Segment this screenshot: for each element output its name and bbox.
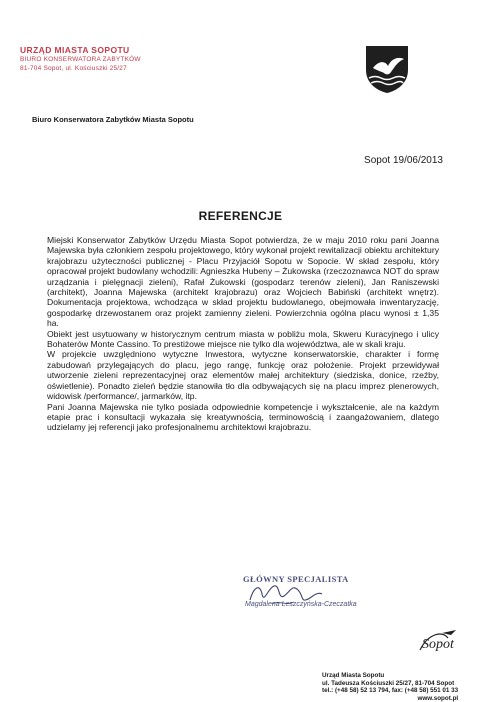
footer-phone: tel.: (+48 58) 52 13 794, fax: (+48 58) 551 01 33	[322, 687, 459, 695]
footer-address: ul. Tadeusza Kościuszki 25/27, 81-704 Sopot	[322, 679, 455, 687]
paragraph: W projekcie uwzględniono wytyczne Inwestora, wytyczne konserwatorskie, charakter i formę zabudowań przylegających do placu, jego rangę, funkcję oraz położenie. Projekt przewidywał utworzenie zieleni reprezentacyjnej oraz elementów małej architektury (siedziska, donice, rzeźby, oświetlenie). Ponadto zieleń będzie stanowiła tło dla odbywających się na placu imprez plenerowych, widowisk /performance/, jarmarków, itp.	[47, 349, 439, 402]
stamp-line-3: 81-704 Sopot, ul. Kościuszki 25/27	[20, 65, 127, 72]
footer-contact	[322, 672, 458, 702]
paragraph: Obiekt jest usytuowany w historycznym centrum miasta w pobliżu mola, Skweru Kuracyjnego i ulicy Bohaterów Monte Cassino. To prestiżowe miejsce nie tylko dla województwa, ale w skali kraju.	[47, 328, 439, 350]
signatory-name: Magdalena Leszczyńska-Czeczatka	[245, 601, 357, 608]
svg-text:Sopot: Sopot	[422, 637, 454, 652]
paragraph: Miejski Konserwator Zabytków Urzędu Miasta Sopot potwierdza, że w maju 2010 roku pani Joanna Majewska była członkiem zespołu projektowego, który wykonał projekt rewitalizacji obiektu architektury krajobrazu użyteczności publicznej - Placu Przyjaciół Sopotu w Sopocie. W skład zespołu, który opracował projekt budowlany wchodzili: Agnieszka Hubeny – Żukowska (rzeczoznawca NOT do spraw urządzania i pielęgnacji zieleni), Rafał Żukowski (gospodarz terenów zieleni), Jan Raniszewski (architekt), Joanna Majewska (architekt krajobrazu) oraz Wojciech Babiński (architekt wnętrz). Dokumentacja projektowa, wchodząca w skład projektu budowlanego, obejmowała inwentaryzację, gospodarkę drzewostanem oraz projekt zamienny zieleni. Powierzchnia ogólna placu wynosi ± 1,35 ha.	[47, 235, 439, 329]
footer-org: Urząd Miasta Sopotu	[322, 672, 385, 679]
sopot-logo	[418, 628, 460, 654]
letter-body	[47, 235, 439, 433]
city-crest-icon	[364, 44, 410, 94]
document-title: REFERENCJE	[198, 209, 283, 223]
letter-date: Sopot 19/06/2013	[364, 155, 443, 166]
footer-web[interactable]: www.sopot.pl	[417, 694, 459, 702]
office-name: Biuro Konserwatora Zabytków Miasta Sopotu	[32, 115, 194, 124]
stamp-line-2: BIURO KONSERWATORA ZABYTKÓW	[20, 56, 141, 63]
signature-stamp: GŁÓWNY SPECJALISTA	[243, 574, 349, 584]
office-stamp	[20, 46, 180, 73]
paragraph: Pani Joanna Majewska nie tylko posiada odpowiednie kompetencje i wykształcenie, ale na każdym etapie prac i konsultacji wykazała się kreatywnością, terminowością i zaangażowaniem, dlatego udzielamy jej referencji jako profesjonalnemu architektowi krajobrazu.	[47, 401, 439, 433]
handwritten-signature	[244, 580, 324, 616]
stamp-line-1: URZĄD MIASTA SOPOTU	[20, 45, 130, 55]
